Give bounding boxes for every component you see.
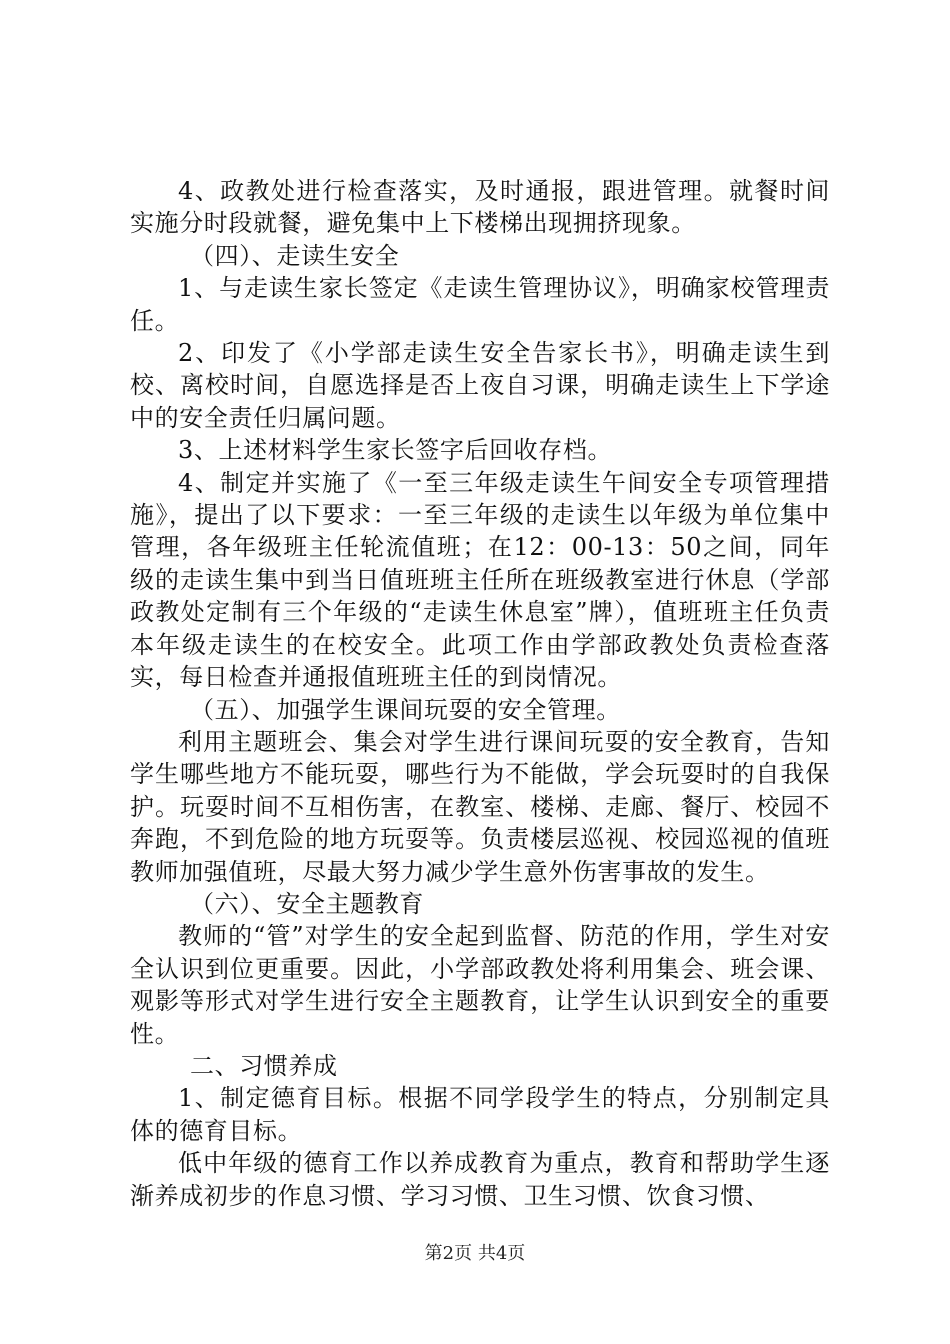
section-heading-safety-theme: （六）、安全主题教育 — [190, 889, 424, 918]
paragraph-commuter-agreement: 1、与走读生家长签定《走读生管理协议》，明确家校管理责任。 — [130, 274, 830, 335]
document-body — [130, 175, 830, 1212]
paragraph-noon-management: 4、制定并实施了《一至三年级走读生午间安全专项管理措施》，提出了以下要求：一至三年级的走读生以年级为单位集中管理，各年级班主任轮流值班；在12：00-13：50之间，同年级的走读生集中到当日值班班主任所在班级教室进行休息（学部政教处定制有三个年级的“走读生休息室”牌），值班班主任负责本年级走读生的在校安全。此项工作由学部政教处负责检查落实，每日检查并通报值班班主任的到岗情况。 — [130, 468, 830, 692]
paragraph-recess-education: 利用主题班会、集会对学生进行课间玩耍的安全教育，告知学生哪些地方不能玩耍，哪些行为不能做，学会玩耍时的自我保护。玩耍时间不互相伤害，在教室、楼梯、走廊、餐厅、校园不奔跑，不到危险的地方玩耍等。负责楼层巡视、校园巡视的值班教师加强值班，尽最大努力减少学生意外伤害事故的发生。 — [130, 727, 830, 886]
paragraph-archive: 3、上述材料学生家长签字后回收存档。 — [178, 436, 613, 465]
paragraph-item-4-dining: 4、政教处进行检查落实，及时通报，跟进管理。就餐时间实施分时段就餐，避免集中上下楼梯出现拥挤现象。 — [130, 177, 830, 238]
section-heading-recess-safety: （五）、加强学生课间玩耍的安全管理。 — [190, 695, 621, 724]
page-number-footer: 第2页 共4页 — [424, 1243, 526, 1264]
section-heading-habits: 二、习惯养成 — [190, 1051, 338, 1080]
paragraph-parent-letter: 2、印发了《小学部走读生安全告家长书》，明确走读生到校、离校时间，自愿选择是否上夜自习课，明确走读生上下学途中的安全责任归属问题。 — [130, 339, 830, 432]
paragraph-moral-goals: 1、制定德育目标。根据不同学段学生的特点，分别制定具体的德育目标。 — [130, 1084, 830, 1145]
paragraph-safety-theme: 教师的“管”对学生的安全起到监督、防范的作用，学生对安全认识到位更重要。因此，小学部政教处将利用集会、班会课、观影等形式对学生进行安全主题教育，让学生认识到安全的重要性。 — [130, 922, 830, 1048]
section-heading-commuter-safety: （四）、走读生安全 — [190, 241, 400, 270]
paragraph-lower-grades: 低中年级的德育工作以养成教育为重点，教育和帮助学生逐渐养成初步的作息习惯、学习习惯、卫生习惯、饮食习惯、 — [130, 1149, 830, 1210]
